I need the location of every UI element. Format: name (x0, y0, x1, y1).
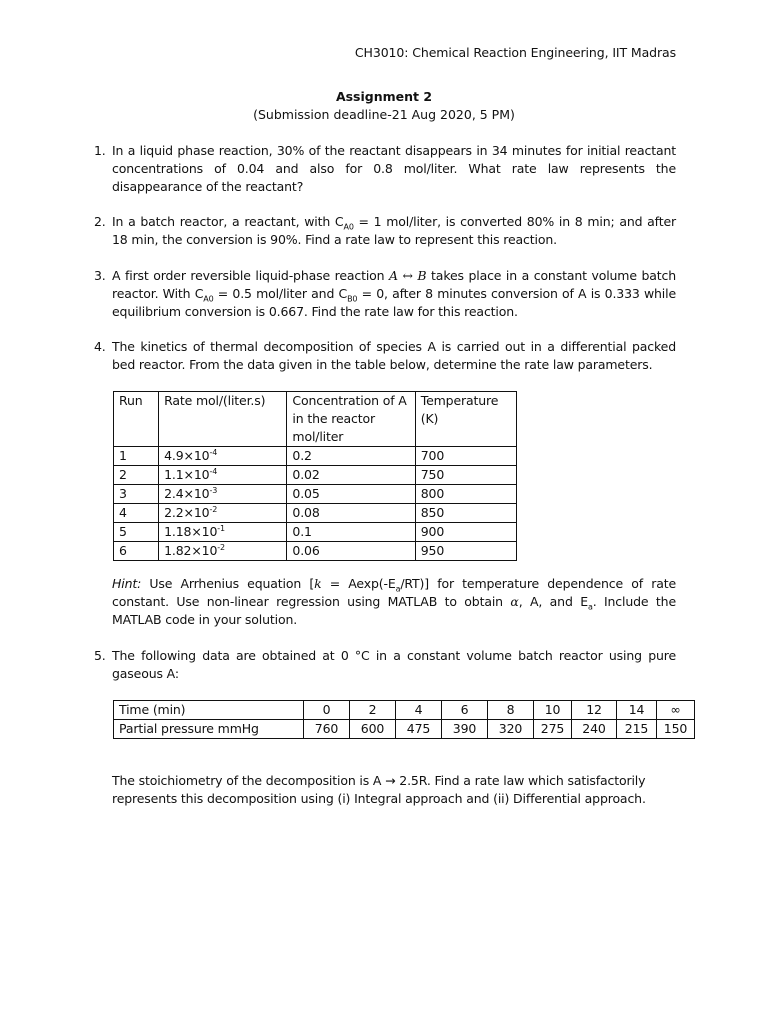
course-header: CH3010: Chemical Reaction Engineering, IIT Madras (354, 45, 676, 60)
question-1 (94, 142, 676, 196)
question-number: 5. (94, 648, 106, 663)
reaction-equation: A ↔ B (389, 268, 427, 283)
concentration-cell: 0.1 (287, 523, 415, 542)
concentration-cell: 0.08 (287, 504, 415, 523)
run-cell: 6 (114, 542, 159, 561)
row-label: Partial pressure mmHg (114, 720, 304, 739)
header-cell: Concentration of A in the reactor mol/liter (287, 392, 415, 447)
question-text: In a liquid phase reaction, 30% of the reactant disappears in 34 minutes for initial reactant concentrations of 0.04 and also for 0.8 mol/liter. What rate law represents the disappearance of the reactant? (112, 143, 676, 194)
question-5 (94, 647, 676, 683)
pressure-cell: 215 (617, 720, 657, 739)
time-cell: 4 (396, 701, 442, 720)
header-cell: Temperature (K) (415, 392, 516, 447)
question-4 (94, 338, 676, 374)
header-cell: Rate mol/(liter.s) (159, 392, 287, 447)
question-number: 1. (94, 143, 106, 158)
question-2 (94, 213, 676, 249)
submission-deadline: (Submission deadline-21 Aug 2020, 5 PM) (253, 107, 515, 122)
table-row (114, 447, 517, 466)
pressure-cell: 275 (534, 720, 572, 739)
table-row (114, 523, 517, 542)
pressure-cell: 150 (657, 720, 695, 739)
rate-cell: $1.1\times 10^{-4}$ (159, 466, 287, 485)
question-text: The following data are obtained at 0 °C in a constant volume batch reactor using pure gaseous A: (112, 648, 676, 681)
run-cell: 5 (114, 523, 159, 542)
concentration-cell: 0.06 (287, 542, 415, 561)
temperature-cell: 750 (415, 466, 516, 485)
question-3 (94, 267, 676, 321)
stoichiometry-paragraph: The stoichiometry of the decomposition is A → 2.5R. Find a rate law which satisfactorily represents this decomposition using (i) Integral approach and (ii) Differential approach. (112, 773, 646, 806)
question-text: In a batch reactor, a reactant, with $C_{A0} = 1$ mol/liter, is converted 80% in 8 min; and after 18 min, the conversion is 90%. Find a rate law to represent this reaction. (112, 214, 676, 247)
temperature-cell: 700 (415, 447, 516, 466)
question-number: 2. (94, 214, 106, 229)
pressure-cell: 320 (488, 720, 534, 739)
run-cell: 1 (114, 447, 159, 466)
time-cell: 14 (617, 701, 657, 720)
temperature-cell: 850 (415, 504, 516, 523)
rate-cell: $2.2\times 10^{-2}$ (159, 504, 287, 523)
time-row (114, 701, 695, 720)
rate-cell: $4.9\times 10^{-4}$ (159, 447, 287, 466)
table-row (114, 466, 517, 485)
pressure-cell: 390 (442, 720, 488, 739)
time-cell: 2 (350, 701, 396, 720)
pressure-cell: 240 (572, 720, 617, 739)
question-text: A first order reversible liquid-phase reaction A ↔ B takes place in a constant volume batch reactor. With $C_{A0} = 0.5$ mol/liter and $C_{B0} = 0$, after 8 minutes conversion of A is 0.333 while equilibrium conversion is 0.667. Find the rate law for this reaction. (112, 268, 676, 319)
time-cell: 12 (572, 701, 617, 720)
run-cell: 4 (114, 504, 159, 523)
rate-cell: $2.4\times 10^{-3}$ (159, 485, 287, 504)
concentration-cell: 0.2 (287, 447, 415, 466)
table-row (114, 504, 517, 523)
rate-cell: $1.82\times 10^{-2}$ (159, 542, 287, 561)
table-header-row (114, 392, 517, 447)
assignment-title: Assignment 2 (335, 89, 433, 104)
time-cell: 8 (488, 701, 534, 720)
pressure-cell: 600 (350, 720, 396, 739)
temperature-cell: 800 (415, 485, 516, 504)
pressure-data-table (113, 700, 695, 739)
pressure-cell: 475 (396, 720, 442, 739)
question-number: 4. (94, 339, 106, 354)
pressure-row (114, 720, 695, 739)
time-cell: 0 (304, 701, 350, 720)
rate-cell: $1.18\times 10^{-1}$ (159, 523, 287, 542)
temperature-cell: 900 (415, 523, 516, 542)
hint-paragraph: Hint: Use Arrhenius equation $[k = Aexp(-E_a/RT)]$ for temperature dependence of rate constant. Use non-linear regression using MATLAB to obtain α, A, and $E_a$. Include the MATLAB code in your solution. (112, 576, 677, 627)
kinetics-data-table (113, 391, 517, 561)
run-cell: 3 (114, 485, 159, 504)
header-cell: Run (114, 392, 159, 447)
concentration-cell: 0.05 (287, 485, 415, 504)
run-cell: 2 (114, 466, 159, 485)
table-row (114, 542, 517, 561)
question-number: 3. (94, 268, 106, 283)
concentration-cell: 0.02 (287, 466, 415, 485)
pressure-cell: 760 (304, 720, 350, 739)
question-text: The kinetics of thermal decomposition of species A is carried out in a differential packed bed reactor. From the data given in the table below, determine the rate law parameters. (112, 339, 676, 372)
time-cell: 6 (442, 701, 488, 720)
row-label: Time (min) (114, 701, 304, 720)
time-cell: 10 (534, 701, 572, 720)
temperature-cell: 950 (415, 542, 516, 561)
time-cell: ∞ (657, 701, 695, 720)
table-row (114, 485, 517, 504)
